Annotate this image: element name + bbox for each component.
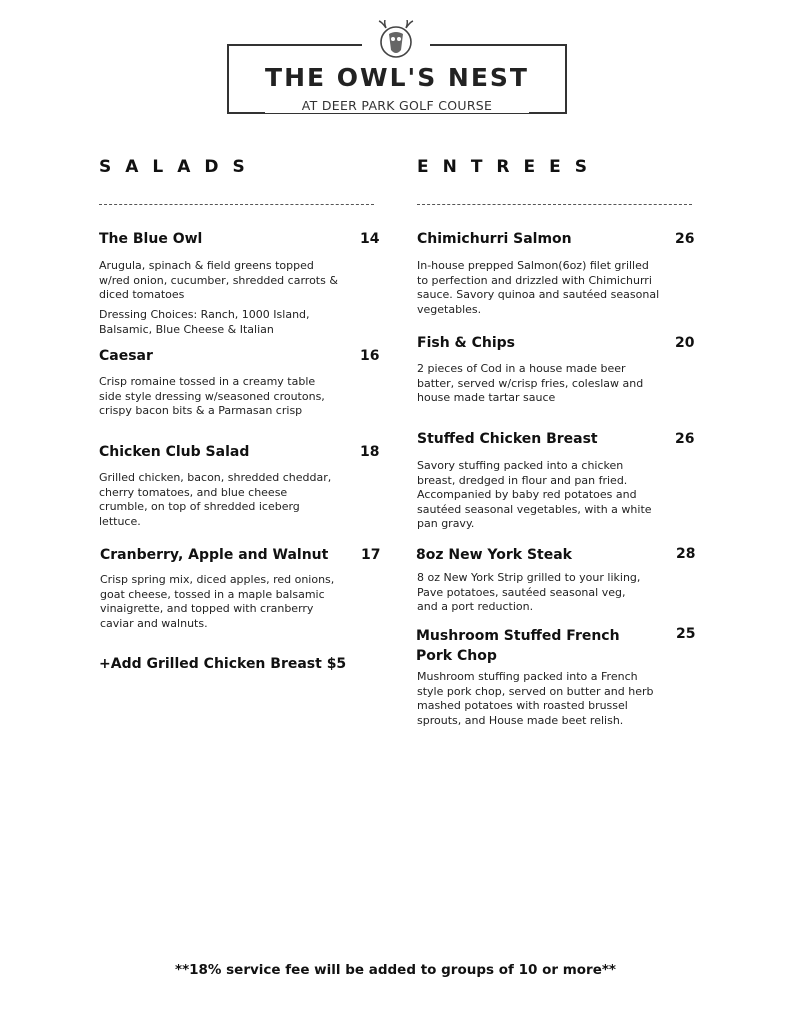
menu-item-note: Dressing Choices: Ranch, 1000 Island, Balsamic, Blue Cheese & Italian: [99, 308, 310, 336]
section-title-salads: SALADS: [99, 157, 259, 177]
menu-item-price: 16: [360, 348, 380, 364]
menu-item-price: 20: [675, 335, 695, 351]
menu-item-price: 25: [676, 626, 696, 642]
menu-item-description: Crisp romaine tossed in a creamy table side style dressing w/seasoned croutons, crispy bacon bits & a Parmasan crisp: [99, 375, 325, 417]
menu-item-description: 8 oz New York Strip grilled to your liking, Pave potatoes, sautéed seasonal veg, and a port reduction.: [417, 571, 641, 613]
menu-item-name: Chimichurri Salmon: [417, 231, 572, 247]
section-divider: [417, 204, 692, 205]
menu-item-price: 17: [361, 547, 381, 563]
menu-item-name: Caesar: [99, 348, 153, 364]
menu-item-description: Savory stuffing packed into a chicken breast, dredged in flour and pan fried. Accompanied by baby red potatoes and sautéed seasonal vegetables, with a white pan gravy.: [417, 459, 652, 530]
menu-item-name: The Blue Owl: [99, 231, 203, 247]
menu-item-price: 14: [360, 231, 380, 247]
menu-item-description: Mushroom stuffing packed into a French style pork chop, served on butter and herb mashed potatoes with roasted brussel sprouts, and House made beet relish.: [417, 670, 654, 727]
menu-item-name: Cranberry, Apple and Walnut: [100, 547, 329, 563]
owl-deer-emblem-icon: [373, 20, 419, 60]
menu-item-name: Stuffed Chicken Breast: [417, 431, 598, 447]
menu-item-name: 8oz New York Steak: [416, 547, 572, 563]
menu-item-description: Grilled chicken, bacon, shredded cheddar, cherry tomatoes, and blue cheese crumble, on top of shredded iceberg lettuce.: [99, 471, 332, 528]
logo-title: THE OWL'S NEST: [265, 63, 529, 92]
restaurant-logo: [227, 20, 565, 112]
menu-item-description: In-house prepped Salmon(6oz) filet grilled to perfection and drizzled with Chimichurri sauce. Savory quinoa and sautéed seasonal vegetables.: [417, 259, 660, 316]
menu-item-name: Fish & Chips: [417, 335, 516, 351]
menu-item-description: Crisp spring mix, diced apples, red onions, goat cheese, tossed in a maple balsamic vinaigrette, and topped with cranberry caviar and walnuts.: [100, 573, 335, 630]
logo-subtitle: AT DEER PARK GOLF COURSE: [265, 98, 529, 113]
menu-item-price: 26: [675, 231, 695, 247]
menu-item-description: 2 pieces of Cod in a house made beer batter, served w/crisp fries, coleslaw and house made tartar sauce: [417, 362, 644, 404]
section-divider: [99, 204, 374, 205]
menu-item-price: 18: [360, 444, 380, 460]
addon-note: +Add Grilled Chicken Breast $5: [99, 656, 347, 672]
service-fee-note: **18% service fee will be added to groups of 10 or more**: [175, 962, 616, 978]
section-title-entrees: ENTREES: [417, 157, 601, 177]
menu-item-price: 28: [676, 546, 696, 562]
menu-item-price: 26: [675, 431, 695, 447]
menu-item-name: Chicken Club Salad: [99, 444, 250, 460]
menu-item-name: Mushroom Stuffed French Pork Chop: [416, 628, 620, 664]
menu-item-description: Arugula, spinach & field greens topped w/red onion, cucumber, shredded carrots & diced tomatoes: [99, 259, 338, 301]
